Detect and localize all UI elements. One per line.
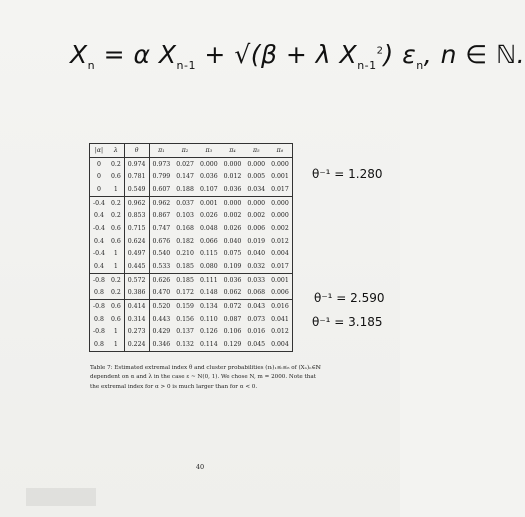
table-cell: 0 (90, 170, 108, 183)
table-cell: 0.107 (197, 183, 221, 196)
table-cell: 0.062 (221, 287, 245, 300)
formula-x: X (70, 40, 88, 69)
results-table (89, 143, 293, 352)
table-cell: 0.111 (199, 276, 218, 284)
table-cell: 0.012 (268, 235, 292, 248)
table-cell: 0.182 (176, 237, 194, 245)
table-cell: 0.497 (124, 248, 149, 261)
table-cell: 0.470 (149, 287, 173, 300)
table-cell: 0.962 (124, 196, 149, 209)
table-cell: 0.000 (268, 157, 292, 170)
table-cell: -0.4 (90, 222, 108, 235)
table-cell: 0.000 (268, 209, 292, 222)
table-cell: 0.041 (268, 313, 292, 326)
table-row (90, 248, 293, 261)
table-cell: 0.000 (247, 199, 266, 207)
handwritten-note-1: θ⁻¹ = 1.280 (312, 167, 383, 181)
table-cell: 0.2 (108, 287, 124, 300)
table-cell: 0.036 (199, 173, 218, 181)
formula-sq-sup: 2 (376, 45, 384, 57)
table-cell: 0.4 (90, 235, 108, 248)
table-cell: 0.000 (223, 160, 242, 168)
table-cell: 0.676 (149, 235, 173, 248)
column-header: π₂ (173, 144, 197, 158)
column-header: π₅ (244, 144, 268, 158)
table-cell: 0.043 (247, 303, 266, 311)
handwritten-note-2: θ⁻¹ = 2.590 (314, 291, 385, 305)
table-cell: 0.026 (199, 212, 218, 220)
table-cell: 0.017 (268, 183, 292, 196)
formula-eps-sub: n (416, 59, 424, 72)
formula-comma: , n ∈ ℕ. (423, 40, 525, 69)
table-cell: 0.040 (247, 250, 266, 258)
table-cell: 0.106 (223, 328, 242, 336)
formula-sqrt: + √(β + λ X (195, 40, 358, 69)
table-row (90, 313, 293, 326)
table-cell: 0.973 (149, 157, 173, 170)
table-cell: -0.8 (90, 300, 108, 313)
table-body (90, 157, 293, 351)
table-cell: 0.006 (268, 287, 292, 300)
table-cell: 0.224 (124, 338, 149, 351)
table-row (90, 157, 293, 170)
table-row (90, 338, 293, 351)
table-cell: 0.172 (173, 287, 197, 300)
table-cell: 1 (108, 338, 124, 351)
formula-sq-sub: n-1 (357, 59, 377, 72)
table-cell: 0.048 (199, 224, 218, 232)
table-cell: 0.6 (110, 237, 121, 245)
table-cell: 0.032 (244, 260, 268, 273)
table-cell: 0.799 (149, 170, 173, 183)
table-row (90, 235, 293, 248)
page-number: 40 (195, 463, 205, 471)
table-cell: 0.114 (197, 338, 221, 351)
table-cell: 1 (113, 250, 118, 258)
formula-equals: = α X (95, 40, 177, 69)
table-cell: 0.443 (149, 313, 173, 326)
table-cell: 0.6 (110, 224, 121, 232)
column-header: |α| (90, 144, 108, 158)
table-cell: 0.185 (176, 276, 194, 284)
table-header-row (90, 144, 293, 158)
table-cell: 0.126 (199, 328, 218, 336)
table-cell: 0.156 (176, 315, 194, 323)
table-cell: 0.073 (247, 315, 266, 323)
table-cell: 0.549 (124, 183, 149, 196)
table-cell: 0.540 (149, 248, 173, 261)
table-row (90, 326, 293, 339)
table-cell: 0.2 (110, 212, 121, 220)
table-cell: 0.129 (221, 338, 245, 351)
table-cell: 0.004 (268, 248, 292, 261)
table-cell: 0.2 (110, 199, 121, 207)
table-row (90, 287, 293, 300)
table-cell: 0.137 (176, 328, 194, 336)
table-cell: 0.8 (90, 313, 108, 326)
table-row (90, 170, 293, 183)
table-cell: 0.072 (223, 303, 242, 311)
table-cell: 0.132 (173, 338, 197, 351)
table-row (90, 260, 293, 273)
table-cell: 0.147 (176, 173, 194, 181)
table-cell: 0.115 (199, 250, 218, 258)
handwritten-note-3: θ⁻¹ = 3.185 (312, 315, 383, 329)
table-cell: 0.103 (176, 212, 194, 220)
table-cell: 0.210 (176, 250, 194, 258)
table-cell: 0.033 (247, 276, 266, 284)
formula-close: ) ε (383, 40, 417, 69)
table-cell: 0.4 (90, 209, 108, 222)
table-cell: 0.017 (268, 260, 292, 273)
table-cell: 0.036 (221, 183, 245, 196)
table-row (90, 222, 293, 235)
table-cell: -0.4 (90, 248, 108, 261)
table-cell: 1 (113, 328, 118, 336)
table-cell: 0.6 (110, 315, 121, 323)
table-cell: 0.002 (268, 222, 292, 235)
table-cell: 1 (108, 183, 124, 196)
table-cell: 0.4 (90, 260, 108, 273)
table-cell: 0.188 (173, 183, 197, 196)
table-cell: 0.037 (176, 199, 194, 207)
table-cell: 0.066 (199, 237, 218, 245)
table-cell: 0.414 (124, 300, 149, 313)
table-cell: 0.624 (124, 235, 149, 248)
table-cell: 0.168 (176, 224, 194, 232)
column-header: θ (124, 144, 149, 158)
table-cell: 0.314 (124, 313, 149, 326)
scan-smudge (26, 488, 96, 506)
formula-sub-prev: n-1 (176, 59, 196, 72)
column-header: π₁ (149, 144, 173, 158)
table-cell: 0.045 (244, 338, 268, 351)
table-cell: 0.273 (124, 326, 149, 339)
table-cell: 0.134 (199, 303, 218, 311)
table-row (90, 196, 293, 209)
table-cell: 0.109 (221, 260, 245, 273)
column-header: π₃ (197, 144, 221, 158)
table-cell: 0.6 (110, 303, 121, 311)
table-cell: 0.626 (149, 273, 173, 286)
table-cell: 0.075 (223, 250, 242, 258)
table-cell: 0.110 (199, 315, 218, 323)
table-cell: 0.386 (124, 287, 149, 300)
table-row (90, 209, 293, 222)
table-cell: 0 (90, 183, 108, 196)
table-cell: 0.346 (149, 338, 173, 351)
table-cell: 0.6 (110, 173, 121, 181)
table-cell: 0.016 (247, 328, 266, 336)
column-header: λ (108, 144, 124, 158)
table-cell: 0.000 (268, 196, 292, 209)
table-cell: 0.026 (223, 224, 242, 232)
table-cell: 0.974 (124, 157, 149, 170)
table-cell: 0.429 (149, 326, 173, 339)
table-cell: 0.087 (223, 315, 242, 323)
formula-sub-n: n (87, 59, 96, 72)
table-cell: -0.8 (90, 326, 108, 339)
table-cell: 0.040 (223, 237, 242, 245)
column-header: π₄ (221, 144, 245, 158)
table-cell: 0.000 (223, 199, 242, 207)
table-cell: 0.867 (149, 209, 173, 222)
table-cell: 0.781 (124, 170, 149, 183)
table-cell: 0.019 (247, 237, 266, 245)
table-cell: 0.715 (124, 222, 149, 235)
table-cell: 0.080 (197, 260, 221, 273)
table-cell: 0.533 (149, 260, 173, 273)
table-cell: 0.001 (199, 199, 218, 207)
table-cell: 0.159 (176, 303, 194, 311)
table-cell: 0.001 (268, 170, 292, 183)
table-cell: 0.853 (124, 209, 149, 222)
table-cell: 0.2 (110, 160, 121, 168)
table-cell: 0.445 (124, 260, 149, 273)
table-row (90, 273, 293, 286)
handwritten-formula (70, 40, 525, 72)
table-cell: 0.8 (90, 338, 108, 351)
table-cell: 0.027 (176, 160, 194, 168)
table-cell: 0.148 (197, 287, 221, 300)
table-cell: 0.012 (223, 173, 242, 181)
table-cell: 0.012 (268, 326, 292, 339)
table-cell: 0.520 (149, 300, 173, 313)
table-cell: 0.572 (124, 273, 149, 286)
table-cell: 0.747 (149, 222, 173, 235)
table-caption: Table 7: Estimated extremal index θ and cluster probabilities (πᵢ)₁≤ᵢ≤₆ of (Xₙ)ₙ∈ℕ dependent on α and λ in the case ε ~ N(0, 1). We chose N, m = 2000. Note that the extremal index for α > 0 is much larger than for α < 0. (90, 365, 321, 390)
table-cell: 1 (108, 260, 124, 273)
table-cell: 0.607 (149, 183, 173, 196)
table-cell: 0.004 (268, 338, 292, 351)
table-cell: 0.005 (247, 173, 266, 181)
table-cell: 0.016 (268, 300, 292, 313)
table-cell: 0.000 (247, 160, 266, 168)
table-cell: 0.034 (244, 183, 268, 196)
table-cell: 0.001 (268, 273, 292, 286)
table-cell: 0.006 (247, 224, 266, 232)
table-cell: 0.002 (247, 212, 266, 220)
table-cell: 0.000 (199, 160, 218, 168)
table-cell: 0.8 (90, 287, 108, 300)
table-cell: 0.036 (223, 276, 242, 284)
table-cell: 0.2 (110, 276, 121, 284)
table-cell: 0.185 (173, 260, 197, 273)
table-cell: 0 (90, 157, 108, 170)
table-row (90, 183, 293, 196)
table-row (90, 300, 293, 313)
table-cell: 0.002 (223, 212, 242, 220)
table-cell: 0.962 (149, 196, 173, 209)
table-cell: -0.8 (90, 273, 108, 286)
table-cell: -0.4 (90, 196, 108, 209)
table-cell: 0.068 (244, 287, 268, 300)
column-header: π₆ (268, 144, 292, 158)
